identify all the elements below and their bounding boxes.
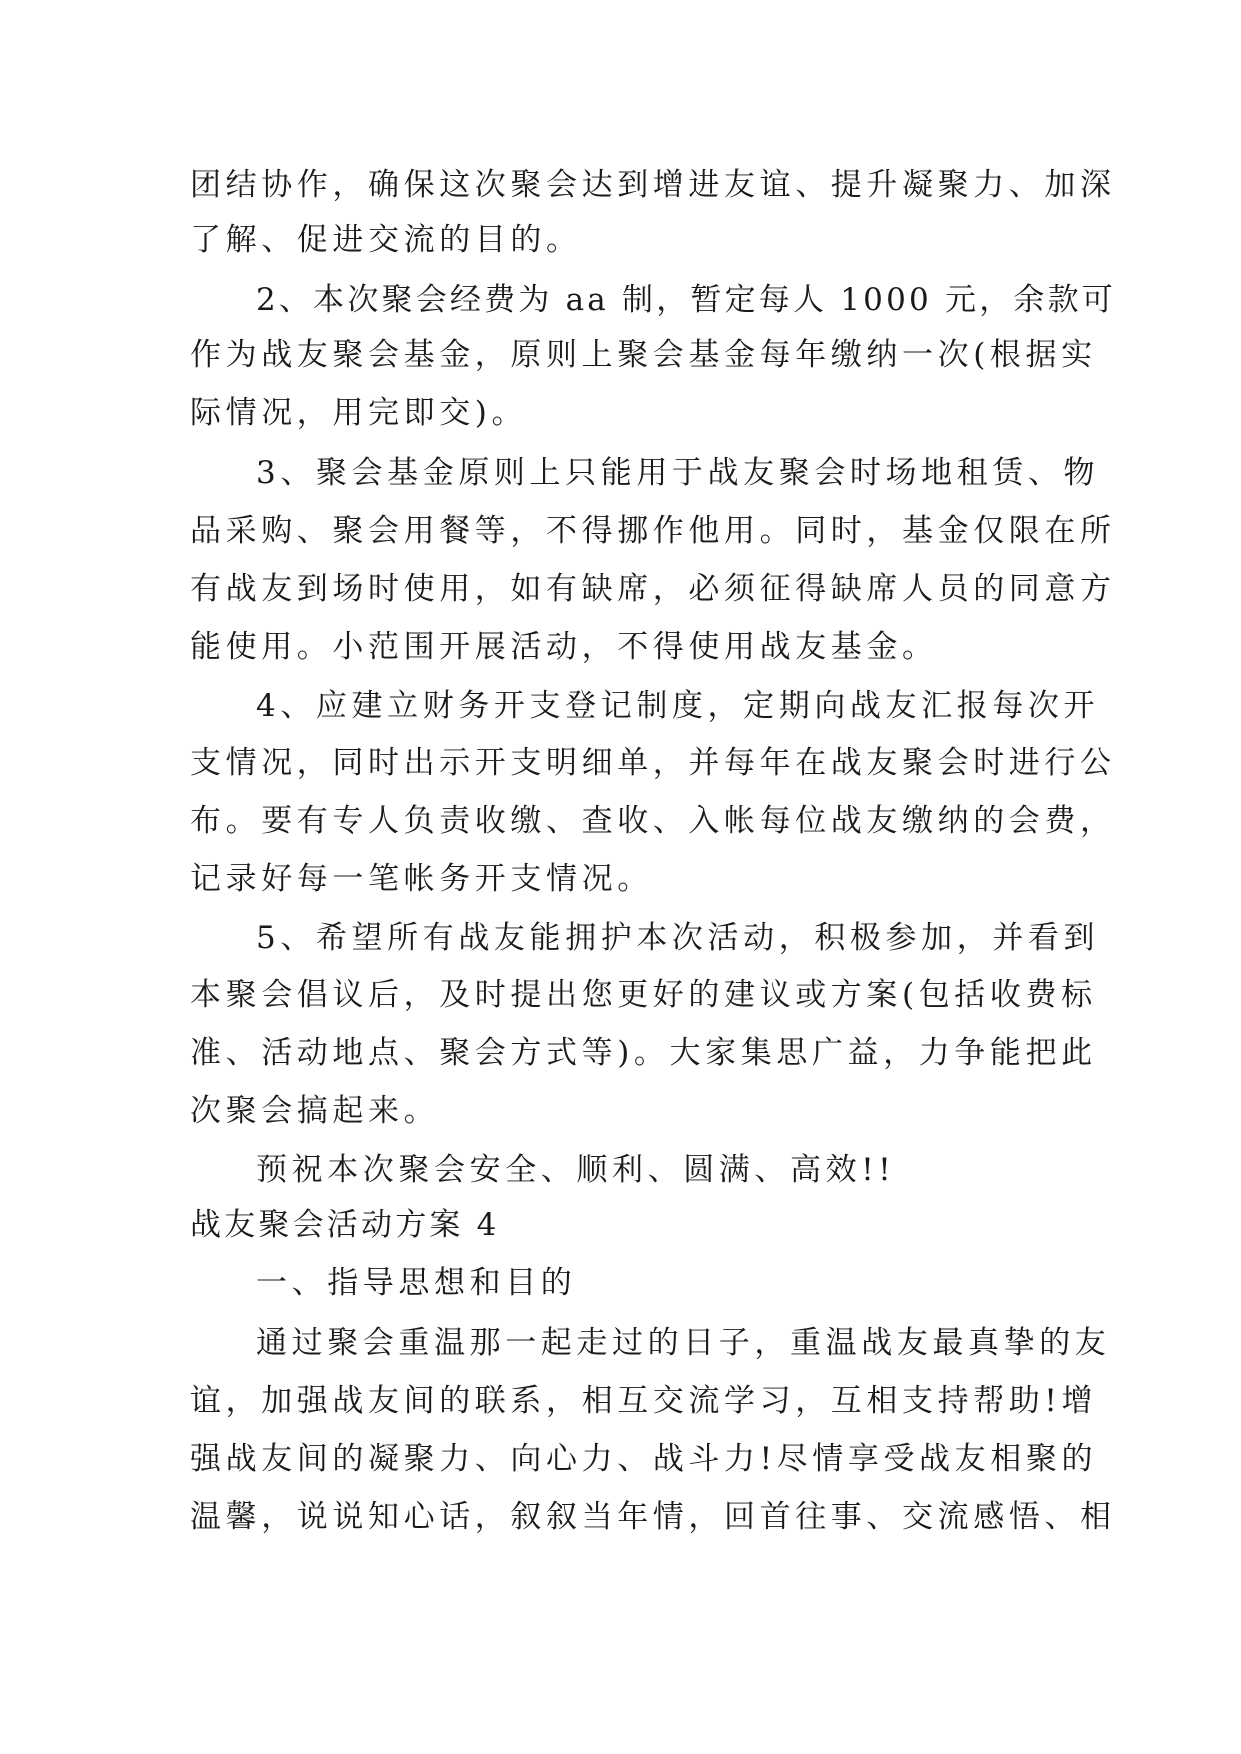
text-line: 布。要有专人负责收缴、查收、入帐每位战友缴纳的会费， [190,803,1116,839]
text-line: 次聚会搞起来。 [190,1093,440,1129]
text-line: 团结协作，确保这次聚会达到增进友谊、提升凝聚力、加深 [190,167,1116,203]
text-line: 本聚会倡议后，及时提出您更好的建议或方案(包括收费标 [190,977,1097,1013]
paragraph-5-start: 5、希望所有战友能拥护本次活动，积极参加，并看到 [256,920,1100,956]
text-line: 有战友到场时使用，如有缺席，必须征得缺席人员的同意方 [190,571,1116,607]
text-line: 能使用。小范围开展活动，不得使用战友基金。 [190,629,938,665]
text-line: 了解、促进交流的目的。 [190,222,582,258]
text-line: 际情况，用完即交)。 [190,395,528,431]
closing-wish: 预祝本次聚会安全、顺利、圆满、高效!! [256,1152,896,1188]
text-line: 谊，加强战友间的联系，相互交流学习，互相支持帮助!增 [190,1383,1098,1419]
section-heading: 一、指导思想和目的 [256,1265,577,1301]
text-line: 品采购、聚会用餐等，不得挪作他用。同时，基金仅限在所 [190,513,1116,549]
text-line: 作为战友聚会基金，原则上聚会基金每年缴纳一次(根据实 [190,337,1097,373]
text-line: 准、活动地点、聚会方式等)。大家集思广益，力争能把此 [190,1035,1097,1071]
paragraph-4-start: 4、应建立财务开支登记制度，定期向战友汇报每次开 [256,688,1100,724]
text-line: 强战友间的凝聚力、向心力、战斗力!尽情享受战友相聚的 [190,1441,1098,1477]
paragraph-3-start: 3、聚会基金原则上只能用于战友聚会时场地租赁、物 [256,455,1100,491]
section-title: 战友聚会活动方案 4 [190,1207,500,1243]
text-line: 支情况，同时出示开支明细单，并每年在战友聚会时进行公 [190,745,1116,781]
paragraph-2-start: 2、本次聚会经费为 aa 制，暂定每人 1000 元，余款可 [256,282,1116,318]
text-line: 记录好每一笔帐务开支情况。 [190,861,653,897]
text-line: 温馨，说说知心话，叙叙当年情，回首往事、交流感悟、相 [190,1499,1116,1535]
paragraph-purpose-start: 通过聚会重温那一起走过的日子，重温战友最真挚的友 [256,1325,1111,1361]
